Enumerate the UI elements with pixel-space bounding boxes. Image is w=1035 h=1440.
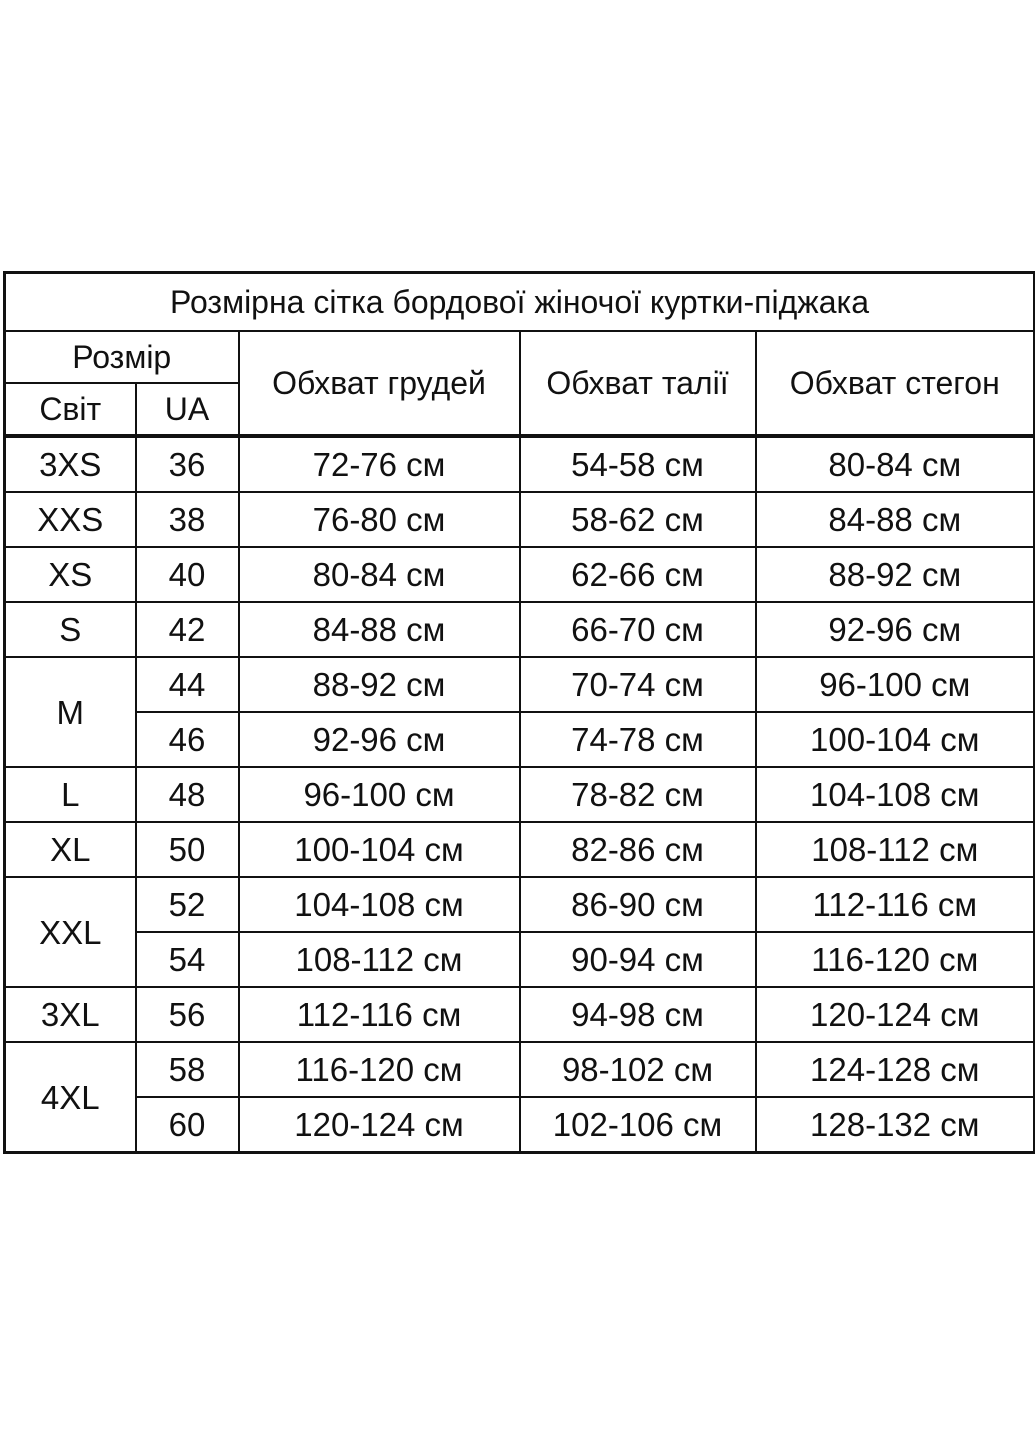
ua-size-header: UA [136, 383, 239, 436]
waist-cell: 94-98 см [520, 987, 756, 1042]
world-size-cell: S [5, 602, 136, 657]
waist-cell: 54-58 см [520, 436, 756, 492]
ua-size-cell: 58 [136, 1042, 239, 1097]
ua-size-cell: 48 [136, 767, 239, 822]
chest-cell: 84-88 см [239, 602, 520, 657]
waist-cell: 102-106 см [520, 1097, 756, 1153]
hips-header: Обхват стегон [756, 331, 1035, 436]
ua-size-cell: 36 [136, 436, 239, 492]
hips-cell: 128-132 см [756, 1097, 1035, 1153]
ua-size-cell: 50 [136, 822, 239, 877]
ua-size-cell: 46 [136, 712, 239, 767]
chest-cell: 112-116 см [239, 987, 520, 1042]
world-size-cell: 3XS [5, 436, 136, 492]
table-row [5, 436, 1035, 492]
hips-cell: 120-124 см [756, 987, 1035, 1042]
hips-cell: 88-92 см [756, 547, 1035, 602]
chest-cell: 76-80 см [239, 492, 520, 547]
ua-size-cell: 42 [136, 602, 239, 657]
chest-cell: 88-92 см [239, 657, 520, 712]
world-size-cell: M [5, 657, 136, 767]
ua-size-cell: 60 [136, 1097, 239, 1153]
hips-cell: 112-116 см [756, 877, 1035, 932]
waist-cell: 74-78 см [520, 712, 756, 767]
waist-cell: 82-86 см [520, 822, 756, 877]
world-size-cell: 4XL [5, 1042, 136, 1153]
table-row [5, 1042, 1035, 1097]
waist-cell: 78-82 см [520, 767, 756, 822]
hips-cell: 92-96 см [756, 602, 1035, 657]
hips-cell: 116-120 см [756, 932, 1035, 987]
world-size-cell: XS [5, 547, 136, 602]
waist-cell: 98-102 см [520, 1042, 756, 1097]
hips-cell: 96-100 см [756, 657, 1035, 712]
table-row [5, 987, 1035, 1042]
world-size-cell: 3XL [5, 987, 136, 1042]
chest-header: Обхват грудей [239, 331, 520, 436]
world-size-header: Світ [5, 383, 136, 436]
waist-header: Обхват талії [520, 331, 756, 436]
chest-cell: 116-120 см [239, 1042, 520, 1097]
ua-size-cell: 44 [136, 657, 239, 712]
chest-cell: 104-108 см [239, 877, 520, 932]
table-row [5, 767, 1035, 822]
table-row [5, 822, 1035, 877]
table-row [5, 602, 1035, 657]
chest-cell: 108-112 см [239, 932, 520, 987]
hips-cell: 104-108 см [756, 767, 1035, 822]
chest-cell: 80-84 см [239, 547, 520, 602]
size-group-header: Розмір [5, 331, 239, 383]
waist-cell: 86-90 см [520, 877, 756, 932]
ua-size-cell: 56 [136, 987, 239, 1042]
hips-cell: 80-84 см [756, 436, 1035, 492]
waist-cell: 58-62 см [520, 492, 756, 547]
chest-cell: 72-76 см [239, 436, 520, 492]
chest-cell: 96-100 см [239, 767, 520, 822]
table-row [5, 1097, 1035, 1153]
ua-size-cell: 52 [136, 877, 239, 932]
table-row [5, 877, 1035, 932]
table-title: Розмірна сітка бордової жіночої куртки-піджака [5, 273, 1035, 332]
world-size-cell: XXS [5, 492, 136, 547]
ua-size-cell: 40 [136, 547, 239, 602]
waist-cell: 90-94 см [520, 932, 756, 987]
chest-cell: 100-104 см [239, 822, 520, 877]
world-size-cell: XL [5, 822, 136, 877]
title-row [5, 273, 1035, 332]
ua-size-cell: 54 [136, 932, 239, 987]
chest-cell: 92-96 см [239, 712, 520, 767]
header-row [5, 331, 1035, 383]
size-chart-table [3, 271, 1035, 1154]
table-row [5, 492, 1035, 547]
hips-cell: 84-88 см [756, 492, 1035, 547]
hips-cell: 100-104 см [756, 712, 1035, 767]
world-size-cell: XXL [5, 877, 136, 987]
world-size-cell: L [5, 767, 136, 822]
waist-cell: 66-70 см [520, 602, 756, 657]
table-row [5, 547, 1035, 602]
ua-size-cell: 38 [136, 492, 239, 547]
table-row [5, 932, 1035, 987]
table-row [5, 712, 1035, 767]
chest-cell: 120-124 см [239, 1097, 520, 1153]
hips-cell: 124-128 см [756, 1042, 1035, 1097]
table-row [5, 657, 1035, 712]
waist-cell: 62-66 см [520, 547, 756, 602]
waist-cell: 70-74 см [520, 657, 756, 712]
hips-cell: 108-112 см [756, 822, 1035, 877]
